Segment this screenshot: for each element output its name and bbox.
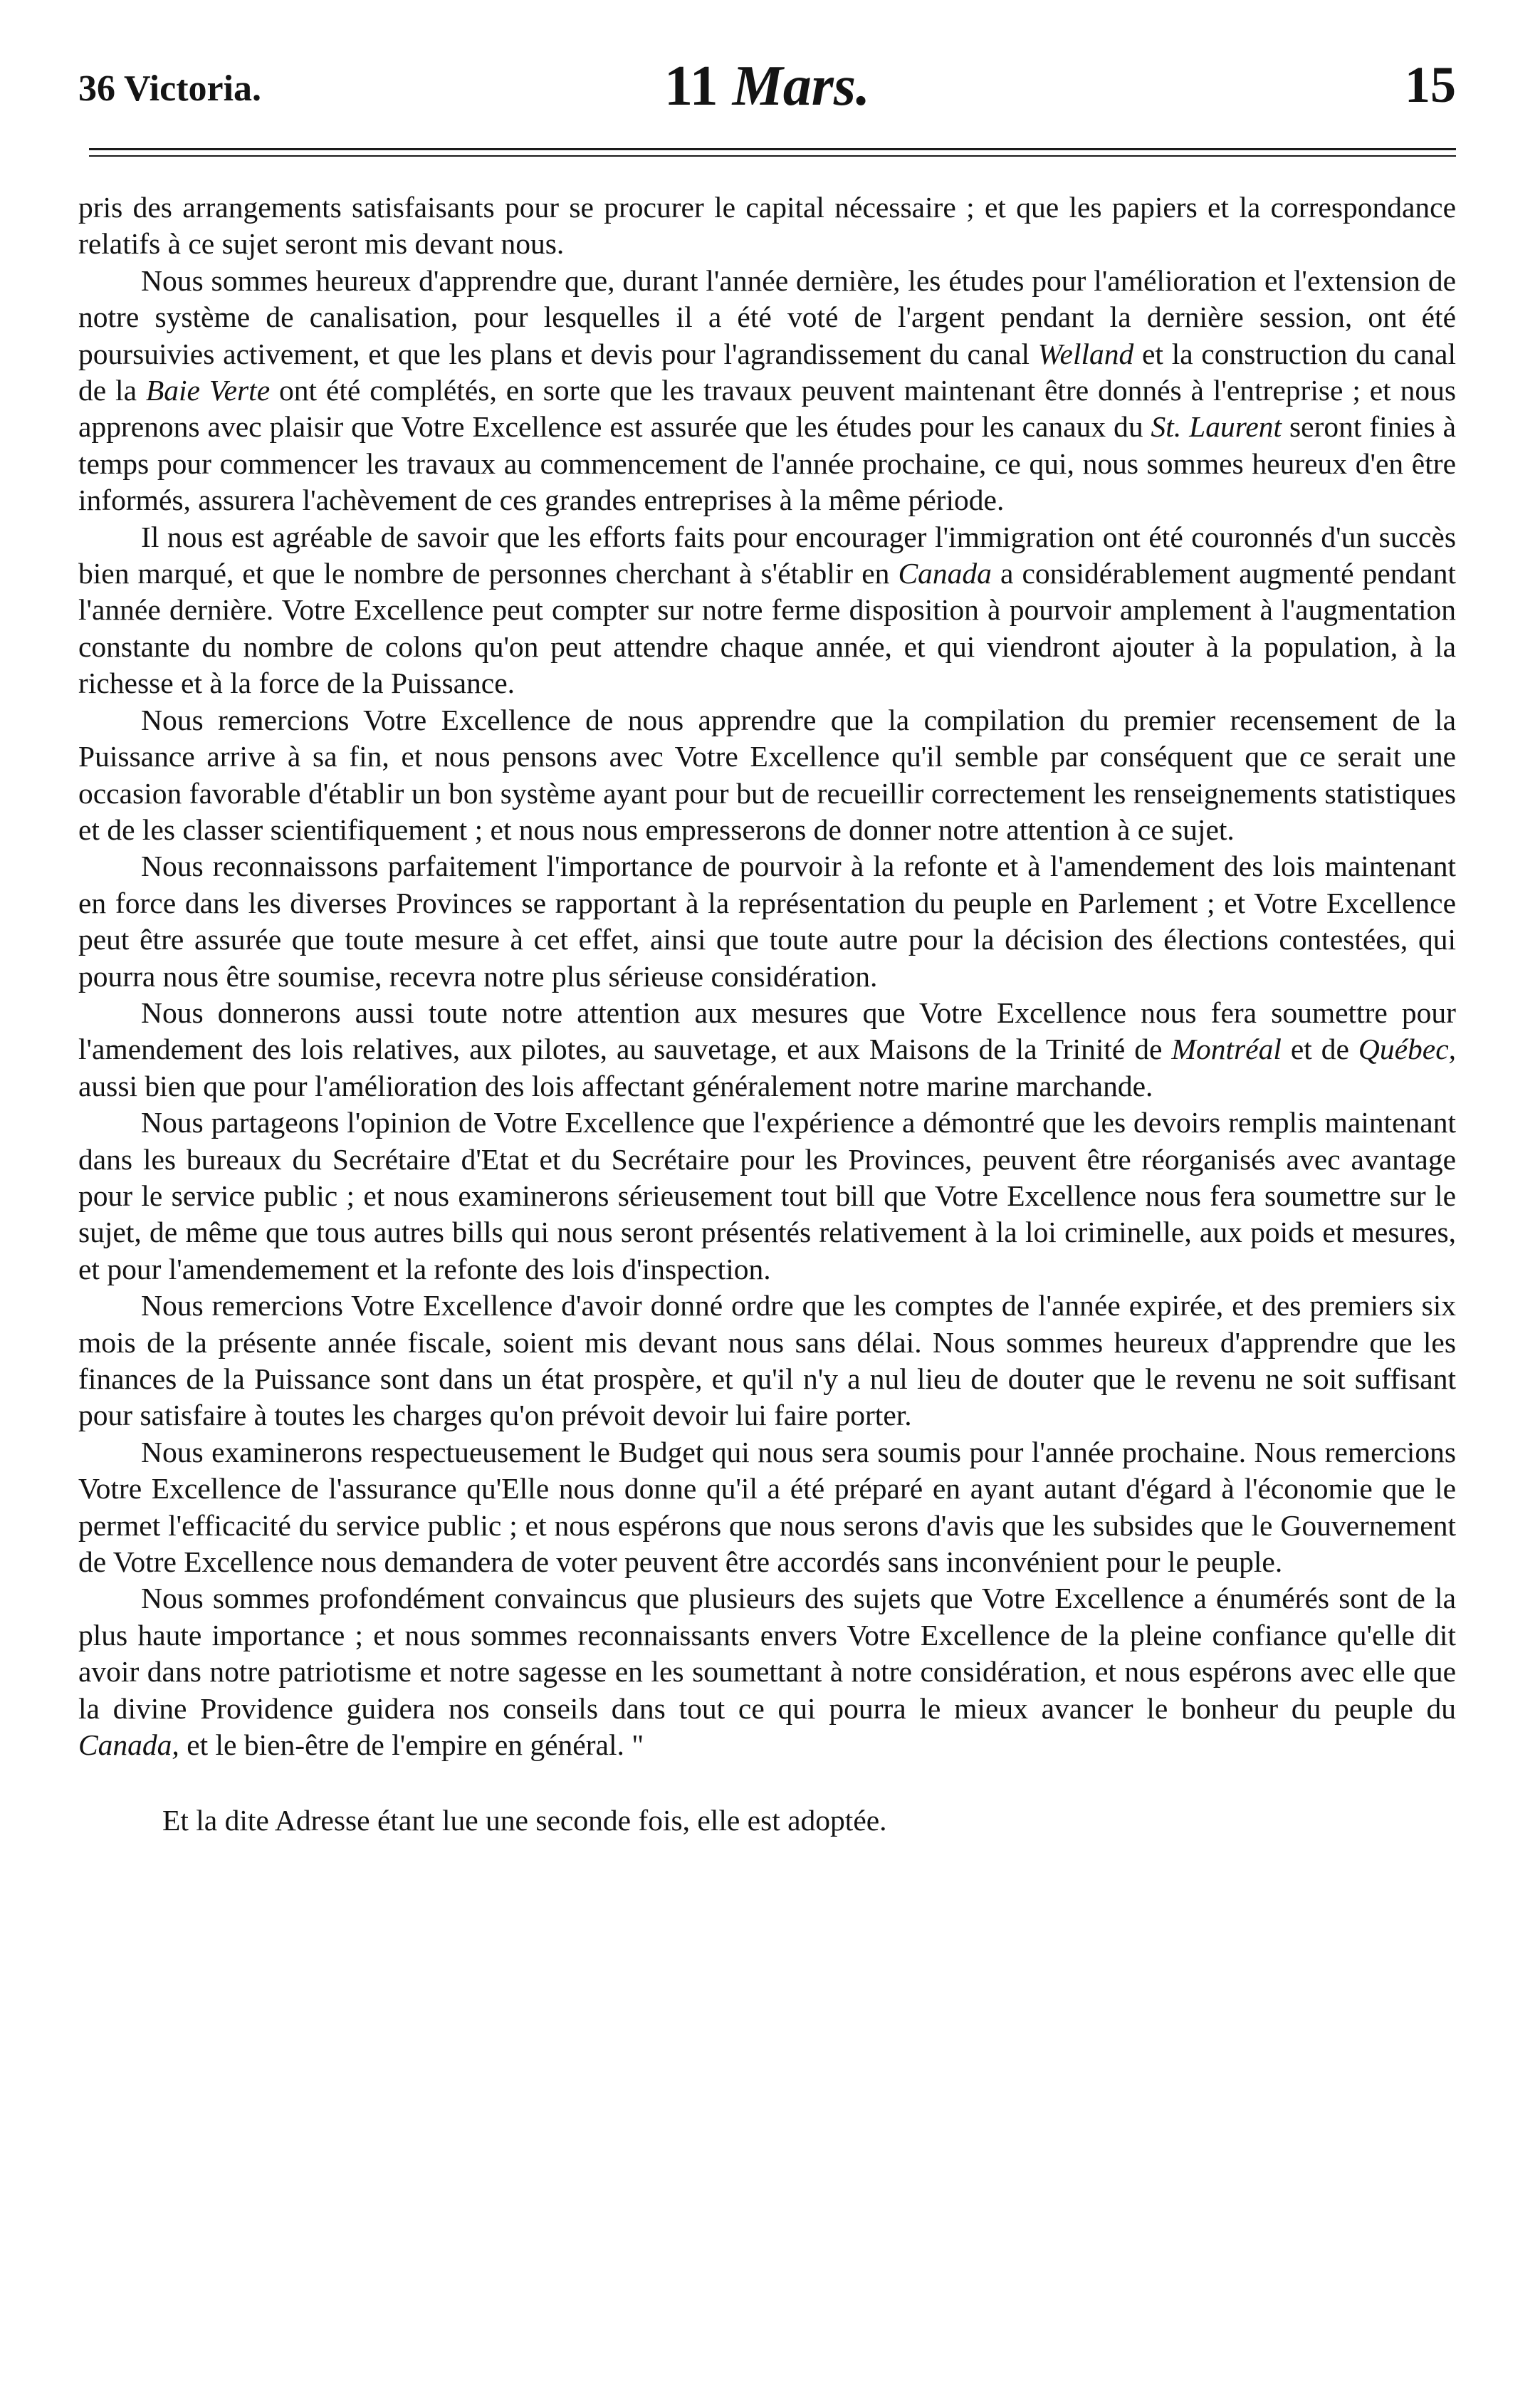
header-rule-top (89, 148, 1456, 150)
text-run: Nous remercions Votre Excellence de nous apprendre que la compilation du premier recensement de la Puissance arrive à sa fin, et nous pensons avec Votre Excellence qu'il semble par conséquent que ce serait une occasion favorable d'établir un bon système ayant pour but de recueillir correctement les renseignements statistiques et de les classer scientifiquement ; et nous nous empresserons de donner notre attention à ce sujet. (78, 703, 1456, 846)
date-month: Mars. (732, 55, 870, 118)
page-header (78, 50, 1456, 128)
text-run: Nous sommes heureux d'apprendre que, durant l'année dernière, les études pour l'amélioration et l'extension de notre système de canalisation, pour lesquelles il a été voté de l'argent pendant la dernière session, ont été poursuivies activement, et que les plans et devis pour l'agrandissement du canal (78, 263, 1456, 370)
running-head-date (78, 54, 1456, 119)
text-run: Nous donnerons aussi toute notre attention aux mesures que Votre Excellence nous fera soumettre pour l'amendement des lois relatives, aux pilotes, au sauvetage, et aux Maisons de la Trinité de (78, 996, 1456, 1066)
text-run: Nous remercions Votre Excellence d'avoir donné ordre que les comptes de l'année expirée, et des premiers six mois de la présente année fiscale, soient mis devant nous sans délai. Nous sommes heureux d'apprendre que les finances de la Puissance sont dans un état prospère, et qu'il n'y a nul lieu de douter que le revenu ne soit suffisant pour satisfaire à toutes les charges qu'on prévoit devoir lui faire porter. (78, 1289, 1456, 1432)
text-run: et le bien-être de l'empire en général. " (179, 1728, 644, 1762)
page (78, 50, 1456, 1840)
paragraph (78, 995, 1456, 1105)
paragraph (78, 1580, 1456, 1763)
paragraph (78, 848, 1456, 995)
paragraph (78, 189, 1456, 263)
text-run: seront finies à temps pour commencer les travaux au commencement de l'année prochaine, ce qui, nous sommes heureux d'en être informés, assurera l'achèvement de ces grandes entreprises à la même période. (78, 410, 1456, 517)
place-name: Canada, (78, 1728, 179, 1762)
text-run: Nous partageons l'opinion de Votre Excellence que l'expérience a démontré que les devoirs remplis maintenant dans les bureaux du Secrétaire d'Etat et du Secrétaire pour les Provinces, peuvent être réorganisés avec avantage pour le service public ; et nous examinerons sérieusement tout bill que Votre Excellence nous fera soumettre sur le sujet, de même que tous autres bills qui nous seront présentés relativement à la loi criminelle, aux poids et mesures, et pour l'amendemement et la refonte des lois d'inspection. (78, 1106, 1456, 1285)
text-run: a considérablement augmenté pendant l'année dernière. Votre Excellence peut compter sur notre ferme disposition à pourvoir amplement à l'augmentation constante du nombre de colons qu'on peut attendre chaque année, et qui viendront ajouter à la population, à la richesse et à la force de la Puissance. (78, 557, 1456, 700)
place-name: Welland (1037, 337, 1134, 370)
place-name: Baie Verte (145, 374, 271, 407)
text-run: Nous reconnaissons parfaitement l'importance de pourvoir à la refonte et à l'amendement des lois maintenant en force dans les diverses Provinces se rapportant à la représentation du peuple en Parlement ; et Votre Excellence peut être assurée que toute mesure à cet effet, ainsi que toute autre pour la décision des élections contestées, qui pourra nous être soumise, recevra notre plus sérieuse considération. (78, 850, 1456, 993)
text-run: ont été complétés, en sorte que les travaux peuvent maintenant être donnés à l'entreprise ; et nous apprenons avec plaisir que Votre Excellence est assurée que les études pour les canaux du (78, 374, 1456, 444)
text-run: Nous sommes profondément convaincus que plusieurs des sujets que Votre Excellence a énumérés sont de la plus haute importance ; et nous sommes reconnaissants envers Votre Excellence de la pleine confiance qu'elle dit avoir dans notre patriotisme et notre sagesse en les soumettant à notre considération, et nous espérons avec elle que la divine Providence guidera nos conseils dans tout ce qui pourra le mieux avancer le bonheur du peuple du (78, 1582, 1456, 1725)
text-run: Il nous est agréable de savoir que les efforts faits pour encourager l'immigration ont été couronnés d'un succès bien marqué, et que le nombre de personnes cherchant à s'établir en (78, 520, 1456, 590)
paragraph (78, 519, 1456, 702)
place-name: Canada (898, 557, 992, 590)
text-run: Nous examinerons respectueusement le Budget qui nous sera soumis pour l'année prochaine. Nous remercions Votre Excellence de l'assurance qu'Elle nous donne qu'il a été préparé en ayant autant d'égard à l'économie que le permet l'efficacité du service public ; et nous espérons que nous serons d'avis que les subsides que le Gouvernement de Votre Excellence nous demandera de voter peuvent être accordés sans inconvénient pour le peuple. (78, 1435, 1456, 1579)
date-day: 11 (664, 55, 718, 118)
paragraph (78, 1434, 1456, 1581)
page-number: 15 (1405, 56, 1456, 113)
place-name: Montréal (1171, 1033, 1282, 1066)
running-head-left: 36 Victoria. (78, 68, 262, 109)
text-run: et de (1281, 1033, 1358, 1066)
text-run: aussi bien que pour l'amélioration des lois affectant généralement notre marine marchande. (78, 1069, 1153, 1102)
header-rule-bottom (89, 155, 1456, 157)
place-name: Québec, (1358, 1033, 1456, 1066)
paragraph (78, 702, 1456, 849)
paragraph (78, 1105, 1456, 1288)
paragraph (78, 263, 1456, 519)
place-name: St. Laurent (1151, 410, 1282, 444)
closing-statement: Et la dite Adresse étant lue une seconde fois, elle est adoptée. (162, 1804, 887, 1837)
text-run: et la construction du canal de la (78, 337, 1456, 407)
text-run: pris des arrangements satisfaisants pour se procurer le capital nécessaire ; et que les papiers et la correspondance relatifs à ce sujet seront mis devant nous. (78, 191, 1456, 261)
body-text (78, 189, 1456, 1763)
paragraph (78, 1288, 1456, 1434)
